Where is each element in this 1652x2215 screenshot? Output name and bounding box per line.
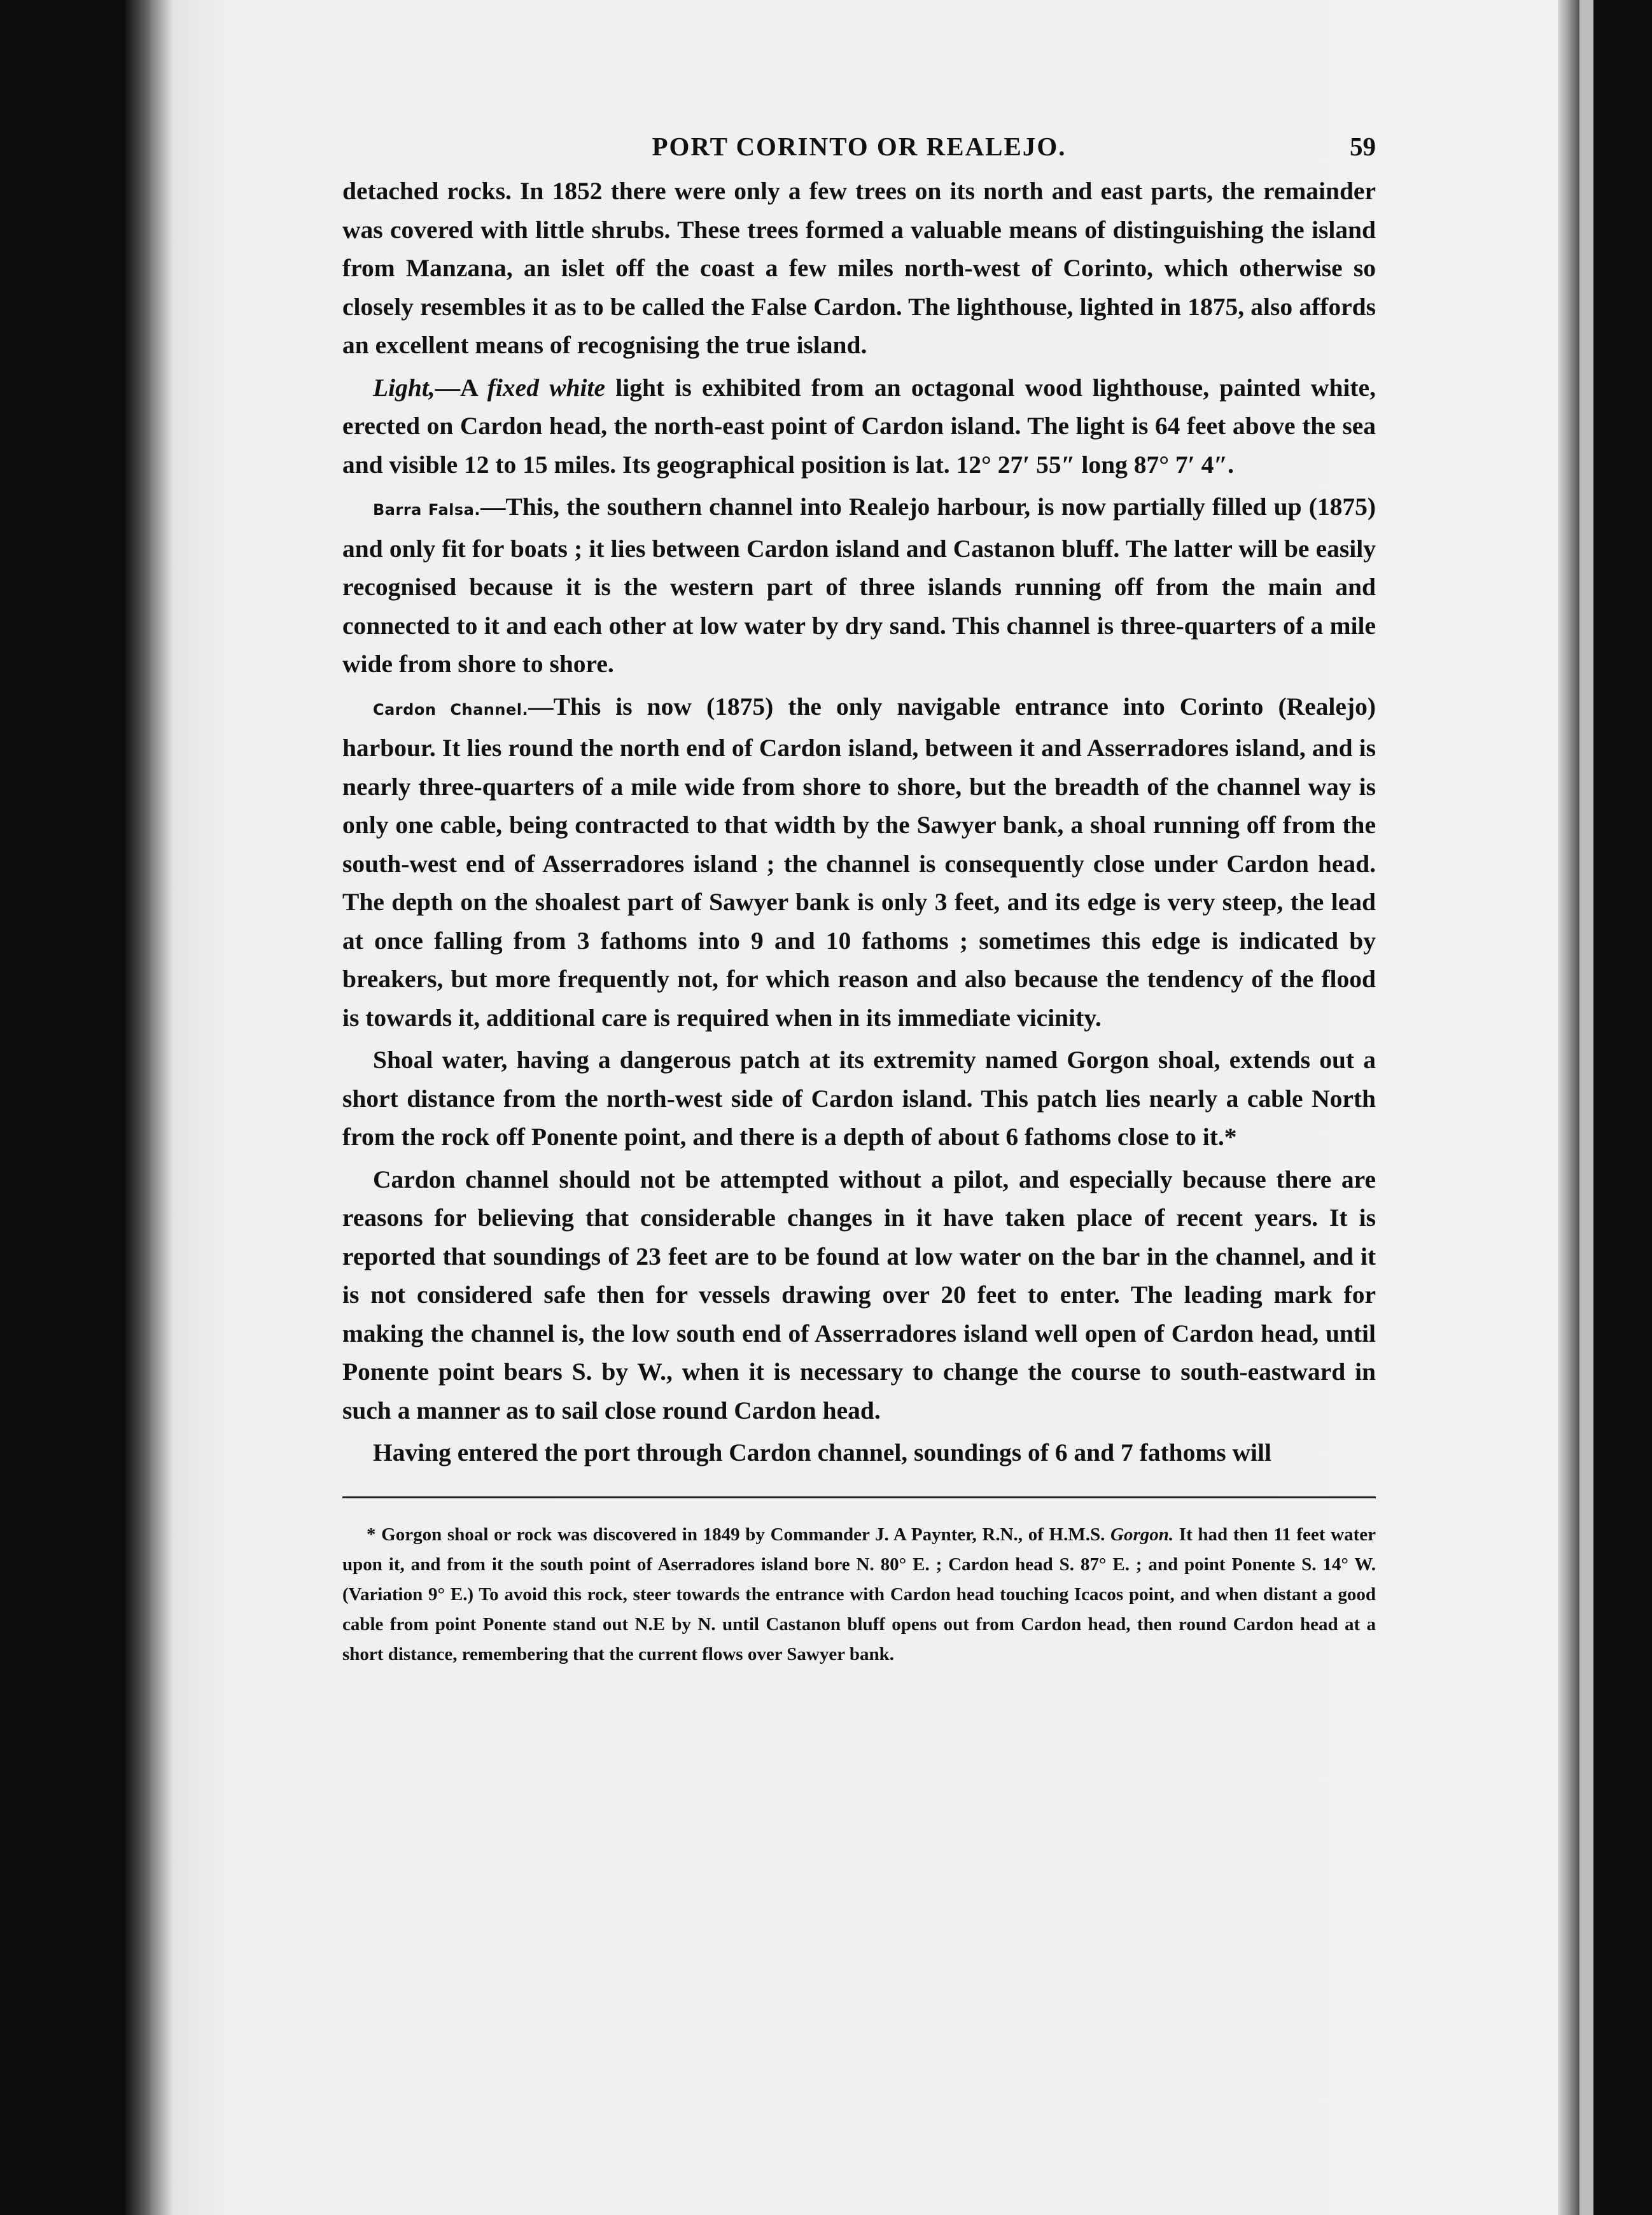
paragraph-pilot-warning xyxy=(342,1160,1376,1430)
footnote-marker: * xyxy=(367,1524,376,1545)
footnote-text-a: Gorgon shoal or rock was discovered in 1849 by Commander J. A Paynter, R.N., of H.M.S. xyxy=(375,1524,1111,1545)
paragraph-lead-dash: —A xyxy=(435,373,487,402)
body-text xyxy=(342,172,1376,1472)
italic-phrase: fixed white xyxy=(487,373,605,402)
footnote-ship-name: Gorgon. xyxy=(1110,1524,1174,1545)
running-title: PORT CORINTO OR REALEJO. xyxy=(652,132,1067,161)
paragraph-text: detached rocks. In 1852 there were only a few trees on its north and east parts, the remainder was covered with little shrubs. These trees formed a valuable means of distinguishing the island from Manzana, an islet off the coast a few miles north-west of Corinto, which otherwise so closely resembles it as to be called the False Cardon. The lighthouse, lighted in 1875, also affords an excellent means of recognising the true island. xyxy=(342,177,1376,359)
paragraph-text: Cardon channel should not be attempted without a pilot, and especially because there are reasons for believing that considerable changes in it have taken place of recent years. It is reported that soundings of 23 feet are to be found at low water on the bar in the channel, and it is not considered safe then for vessels drawing over 20 feet to enter. The leading mark for making the channel is, the low south end of Asserradores island well open of Cardon head, until Ponente point bears S. by W., when it is necessary to change the course to south-eastward in such a manner as to sail close round Cardon head. xyxy=(342,1165,1376,1424)
gutter-shadow xyxy=(150,0,172,2215)
page-stack-edge xyxy=(1579,0,1593,2215)
paragraph-entered-port xyxy=(342,1433,1376,1472)
section-heading-barra-falsa: Barra Falsa. xyxy=(373,501,480,519)
page-right-edge xyxy=(1558,0,1579,2215)
paragraph-text: —This is now (1875) the only navigable entrance into Corinto (Realejo) harbour. It lies round the north end of Cardon island, between it and Asserradores island, and is nearly three-quarters of a mile wide from shore to shore, but the breadth of the channel way is only one cable, being contracted to that width by the Sawyer bank, a shoal running off from the south-west end of Asserradores island ; the channel is consequently close under Cardon head. The depth on the shoalest part of Sawyer bank is only 3 feet, and its edge is very steep, the lead at once falling from 3 fathoms into 9 and 10 fathoms ; sometimes this edge is indicated by breakers, but more frequently not, for which reason and also because the tendency of the flood is towards it, additional care is required when in its immediate vicinity. xyxy=(342,692,1376,1032)
paragraph-text: —This, the southern channel into Realejo harbour, is now partially filled up (1875) and only fit for boats ; it lies between Cardon island and Castanon bluff. The latter will be easily recognised because it is the western part of three islands running off from the main and connected to it and each other at low water by dry sand. This channel is three-quarters of a mile wide from shore to shore. xyxy=(342,493,1376,678)
page-number: 59 xyxy=(1350,132,1376,161)
paragraph-cardon-channel xyxy=(342,687,1376,1037)
paragraph-barra-falsa xyxy=(342,488,1376,684)
footnote-text xyxy=(342,1520,1376,1670)
paragraph-light xyxy=(342,369,1376,484)
paragraph-text: Having entered the port through Cardon channel, soundings of 6 and 7 fathoms will xyxy=(373,1438,1271,1466)
paragraph-text: Shoal water, having a dangerous patch at its extremity named Gorgon shoal, extends out a short distance from the north-west side of Cardon island. This patch lies nearly a cable North from the rock off Ponente point, and there is a depth of about 6 fathoms close to it.* xyxy=(342,1046,1376,1151)
paragraph-text: light is exhibited from an octagonal wood lighthouse, painted white, erected on Cardon head, the north-east point of Cardon island. The light is 64 feet above the sea and visible 12 to 15 miles. Its geographical position is lat. 12° 27′ 55″ long 87° 7′ 4″. xyxy=(342,373,1376,479)
footnote xyxy=(342,1520,1376,1670)
footnote-text-b: It had then 11 feet water upon it, and from it the south point of Aserradores island bore N. 80° E. ; Cardon head S. 87° E. ; and point Ponente S. 14° W. (Variation 9° E.) To avoid this rock, steer towards the entrance with Cardon head touching Icacos point, and when distant a good cable from point Ponente stand out N.E by N. until Castanon bluff opens out from Cardon head, then round Cardon head at a short distance, remembering that the current flows over Sawyer bank. xyxy=(342,1524,1376,1664)
paragraph-lead-italic: Light, xyxy=(373,373,435,402)
page-text-block xyxy=(342,121,1376,1670)
paragraph-detached-rocks xyxy=(342,172,1376,365)
paragraph-shoal-water xyxy=(342,1041,1376,1157)
footnote-divider xyxy=(342,1496,1376,1498)
running-head xyxy=(342,121,1376,172)
section-heading-cardon-channel: Cardon Channel. xyxy=(373,700,529,719)
